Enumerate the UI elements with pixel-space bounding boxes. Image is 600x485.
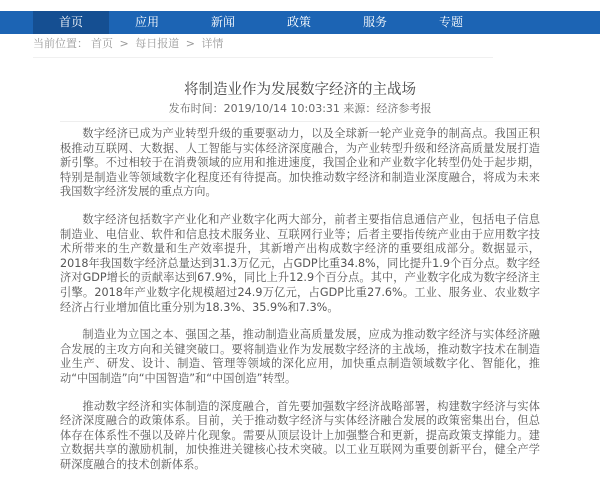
breadcrumb-label: 当前位置： <box>33 37 88 50</box>
breadcrumb-daily-report[interactable]: 每日报道 <box>135 37 180 50</box>
nav-topics[interactable]: 专题 <box>438 15 463 29</box>
main-nav <box>0 11 600 34</box>
nav-policy[interactable]: 政策 <box>286 15 311 29</box>
article-title: 将制造业作为发展数字经济的主战场 <box>184 82 416 98</box>
nav-news[interactable]: 新闻 <box>210 15 235 29</box>
breadcrumb-separator: > <box>119 37 129 50</box>
article-paragraph: 数字经济包括数字产业化和产业数字化两大部分，前者主要指信息通信产业，包括电子信息制造业、电信业、软件和信息技术服务业、互联网行业等；后者主要指传统产业由于应用数字技术所带来的生产数量和生产效率提升，其新增产出构成数字经济的重要组成部分。数据显示，2018年我国数字经济总量达到31.3万亿元，占GDP比重34.8%，同比提升1.9个百分点。数字经济对GDP增长的贡献率达到67.9%，同比上升12.9个百分点。其中，产业数字化成为数字经济主引擎。2018年产业数字化规模超过24.9万亿元，占GDP比重27.6%。工业、服务业、农业数字经济占行业增加值比重分别为18.3%、35.9%和7.3%。 <box>60 212 540 314</box>
nav-home[interactable]: 首页 <box>33 11 109 34</box>
breadcrumb-separator: > <box>185 37 195 50</box>
nav-apps[interactable]: 应用 <box>134 15 159 29</box>
article-paragraph: 推动数字经济和实体制造的深度融合，首先要加强数字经济战略部署，构建数字经济与实体经济深度融合的政策体系。目前，关于推动数字经济与实体经济融合发展的政策密集出台，但总体存在体系性不强以及碎片化现象。需要从顶层设计上加强整合和更新，提高政策支撑能力。建立数据共享的激励机制，加快推进关键核心技术突破。以工业互联网为重要创新平台，健全产学研深度融合的技术创新体系。 <box>60 399 540 471</box>
nav-service[interactable]: 服务 <box>362 15 387 29</box>
divider <box>60 121 540 122</box>
article-paragraph: 制造业为立国之本、强国之基，推动制造业高质量发展，应成为推动数字经济与实体经济融合发展的主攻方向和关键突破口。要将制造业作为发展数字经济的主战场，推动数字技术在制造业生产、研发、设计、制造、管理等领域的深化应用，加快重点制造领域数字化、智能化，推动“中国制造”向“中国智造”和“中国创造”转型。 <box>60 328 540 385</box>
article-meta: 发布时间：2019/10/14 10:03:31 来源：经济参考报 <box>168 102 432 115</box>
article-paragraph: 数字经济已成为产业转型升级的重要驱动力，以及全球新一轮产业竞争的制高点。我国正积极推动互联网、大数据、人工智能与实体经济深度融合，为产业转型升级和经济高质量发展打造新引擎。不过相较于在消费领域的应用和推进速度，我国企业和产业数字化转型仍处于起步期，特别是制造业等领域数字化程度还有待提高。加快推动数字经济和制造业深度融合，将成为未来我国数字经济发展的重点方向。 <box>60 127 540 199</box>
article-body <box>60 127 540 485</box>
breadcrumb-home[interactable]: 首页 <box>91 37 113 50</box>
breadcrumb-detail: 详情 <box>201 37 224 50</box>
breadcrumb <box>33 37 493 58</box>
